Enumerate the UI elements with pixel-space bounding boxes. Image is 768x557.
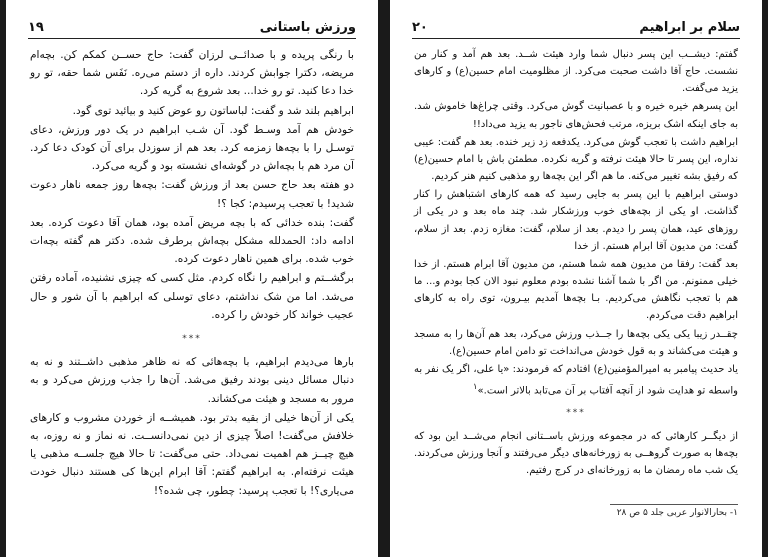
section-separator: *** (566, 408, 586, 419)
right-page (390, 0, 762, 557)
running-title: ورزش باستانی (259, 20, 356, 35)
section-separator: *** (182, 334, 202, 345)
left-page (6, 0, 378, 557)
paragraph: دو هفته بعد حاج حسن بعد از ورزش گفت: بچه‌ها روز جمعه ناهار دعوت شدید! با تعجب پرسیدم: کجا ؟! (30, 179, 354, 210)
paragraph: از دیگــر کارهائی که در مجموعه ورزش باســتانی انجام می‌شــد این بود که بچه‌ها به صورت گروهــی به زورخانه‌های دیگر می‌رفتند و آنجا ورزش می‌کردند. یک شب ماه رمضان ما به زورخانه‌ای در کرج رفتیم. (414, 430, 738, 476)
page-body (414, 46, 738, 480)
paragraph: با رنگی پریده و با صدائــی لرزان گفت: حاج حســن کمکم کن. بچه‌ام مریضه، دکترا جوابش کردند. داره از دستم می‌ره. نَفَس شما حقه، تو رو خدا دعا کنید. تو رو خدا... بعد شروع به گریه کرد. (30, 49, 354, 98)
paragraph-text: یاد حدیث پیامبر به امیرالمؤمنین(ع) افتادم که فرمودند: «یا علی، اگر یک نفر به واسطه تو هدایت شود از آنچه آفتاب بر آن می‌تابد بالاتر است.» (414, 363, 738, 397)
running-title: سلام بر ابراهیم (639, 20, 740, 35)
paragraph: دوستی ابراهیم با این پسر به جایی رسید که همه کارهای اشتباهش را کنار گذاشت. او یکی از بچه‌های خوب ورزشکار شد. چند ماه بعد و در یکی از روزهای عید، همان پسر را دیدم. بعد از سلام، گفت: مغازه زدم. بعد از سلام، گفت: من مدیون آقا ابرام هستم. از خدا (414, 189, 738, 252)
page-header (28, 20, 356, 39)
paragraph: برگشــتم و ابراهیم را نگاه کردم. مثل کسی که چیزی نشنیده، آماده رفتن می‌شد. اما من شک نداشتم، دعای توسلی که ابراهیم با آن شور و حال عجیب خواند کار خودش را کرده. (30, 272, 354, 321)
paragraph: گفتم: دیشــب این پسر دنبال شما وارد هیئت شــد. بعد هم آمد و کنار من نشست. حاج آقا داشت صحبت می‌کرد. از مظلومیت امام حسین(ع) و کارهای یزید می‌گفت. (414, 49, 738, 95)
paragraph: یکی از آن‌ها خیلی از بقیه بدتر بود. همیشــه از خوردن مشروب و کارهای خلافش می‌گفت! اصلاً چیزی از دین نمی‌دانســت. نه نماز و نه روزه، به هیچ چیــز هم اهمیت نمی‌داد. حتی می‌گفت: تا حالا هیچ جلســه مذهبی یا هیئت نرفته‌ام. به ابراهیم گفتم: آقا ابرام این‌ها کی هستند دنبال خودت می‌یاری؟! با تعجب پرسید: چطور، چی شده؟! (30, 411, 354, 497)
page-header (412, 20, 740, 39)
paragraph-with-footnote (414, 361, 738, 400)
paragraph: بعد گفت: رفقا من مدیون همه شما هستم، من مدیون آقا ابرام هستم. از خدا خیلی ممنونم. من اگر با شما آشنا نشده بودم معلوم نبود الان کجا بودم و... ما هم با تعجب نگاهش می‌کردیم. بـا بچه‌ها آمدیم بیـرون، توی راه به کارهای ابراهیم دقت می‌کردم. (414, 258, 738, 322)
paragraph: خودش هم آمد وسـط گود. آن شـب ابراهیم در یک دور ورزش، دعای توسـل را با بچه‌ها زمزمه کرد. بعد هم از سوزدل برای آن کودک دعا کرد. آن مرد هم با بچه‌اش در گوشه‌ای نشسته بود و گریه می‌کرد. (30, 123, 354, 173)
paragraph: چقــدر زیبا یکی یکی بچه‌ها را جــذب ورزش می‌کرد، بعد هم آن‌ها را به مسجد و هیئت می‌کشاند و به قول خودش می‌انداخت تو دامن امام حسین(ع). (414, 328, 738, 357)
page-body (30, 46, 354, 501)
paragraph: گفت: بنده خدائی که با بچه مریض آمده بود، همان آقا دعوت کرده. بعد ادامه داد: الحمدلله مشکل بچه‌اش برطرف شده. دکتر هم گفته بچه‌ات خوب شده. برای همین ناهار دعوت کرده. (30, 216, 354, 266)
paragraph: ابراهیم داشت با تعجب گوش می‌کرد. یکدفعه زد زیر خنده. بعد هم گفت: عیبی نداره، این پسر تا حالا هیئت نرفته و گریه نکرده. مطمئن باش با امام حسین(ع) که رفیق بشه تغییر می‌کنه. ما هم اگر این بچه‌ها رو مذهبی کنیم هنر کردیم. (414, 136, 738, 183)
paragraph: بارها می‌دیدم ابراهیم، با بچه‌هائی که نه ظاهر مذهبی داشــتند و نه به دنبال مسائل دینی بودند رفیق می‌شد. آن‌ها را جذب ورزش می‌کرد و به مرور به مسجد و هیئت می‌کشاند. (30, 356, 354, 405)
footnote: ۱- بحارالانوار عربی جلد ۵ ص ۲۸ (616, 508, 738, 518)
paragraph: این پسرهم خیره خیره و با عصبانیت گوش می‌کرد. وقتی چراغ‌ها خاموش شد. به جای اینکه اشک بریزه، مرتب فحش‌های ناجور به یزید می‌داد!! (414, 101, 738, 130)
footnote-rule (610, 504, 738, 505)
paragraph: ابراهیم بلند شد و گفت: لباساتون رو عوض کنید و بیائید توی گود. (72, 104, 354, 117)
page-number: ۱۹ (28, 20, 44, 35)
page-number: ۲۰ (412, 20, 428, 35)
footnote-marker: ۱ (473, 380, 478, 391)
